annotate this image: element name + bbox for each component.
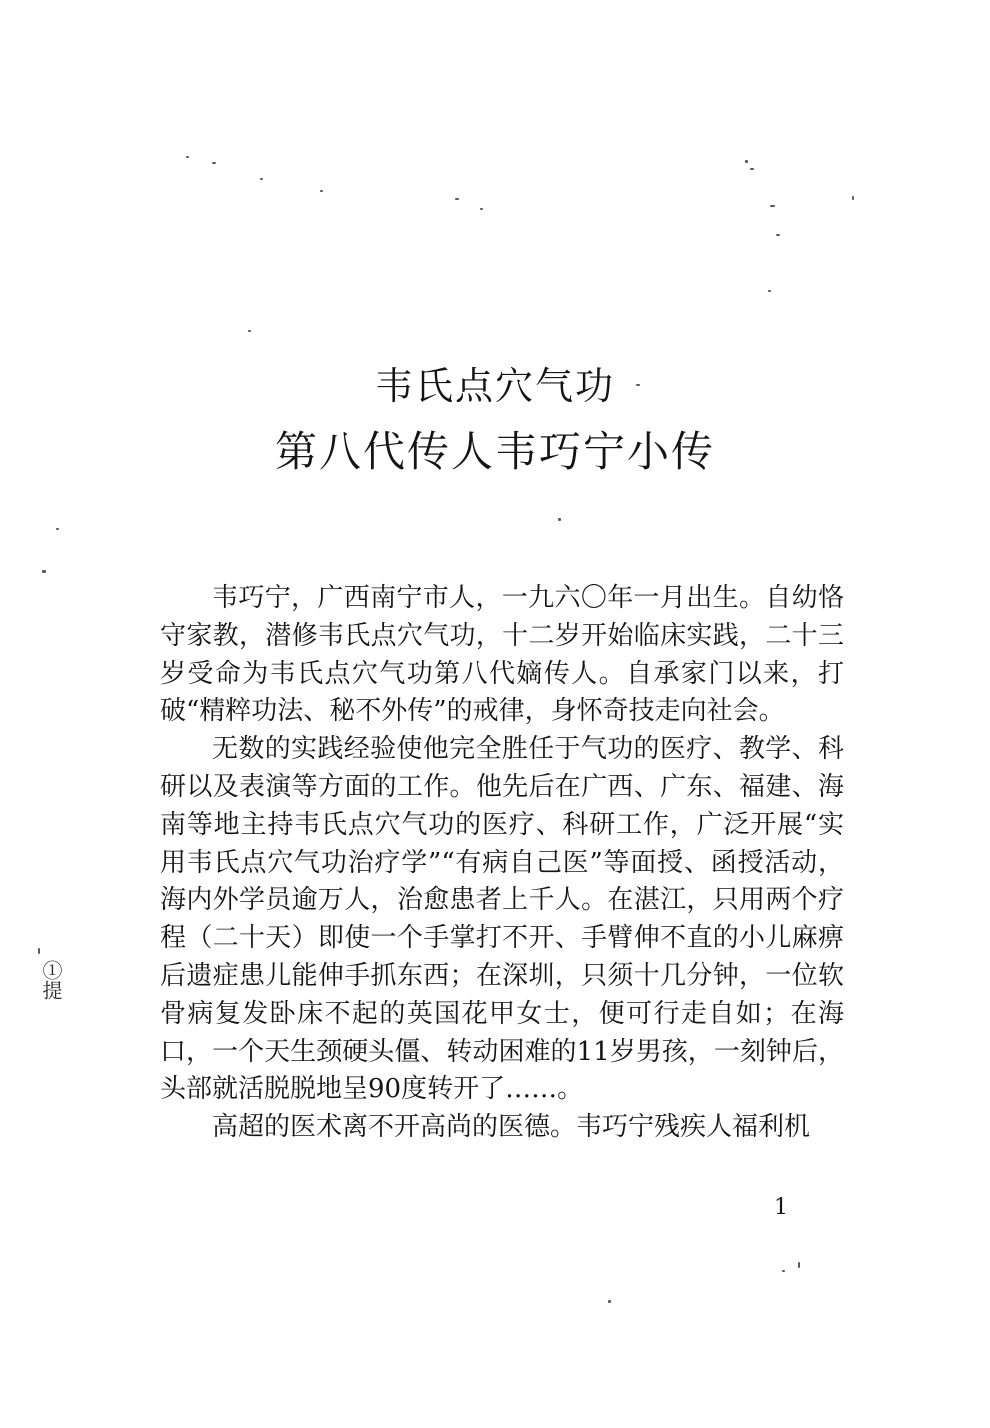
paragraph-2: 无数的实践经验使他完全胜任于气功的医疗、教学、科研以及表演等方面的工作。他先后在广西、广东、福建、海南等地主持韦氏点穴气功的医疗、科研工作，广泛开展“实用韦氏点穴气功治疗学”“有病自己医”等面授、函授活动，海内外学员逾万人，治愈患者上千人。在湛江，只用两个疗程（二十天）即使一个手掌打不开、手臂伸不直的小儿麻痹后遗症患儿能伸手抓东西；在深圳，只须十几分钟，一位软骨病复发卧床不起的英国花甲女士，便可行走自如；在海口，一个天生颈硬头僵、转动困难的11岁男孩，一刻钟后，头部就活脱脱地呈90度转开了……。 — [160, 734, 844, 1105]
paragraph-3: 高超的医术离不开高尚的医德。韦巧宁残疾人福利机 — [212, 1112, 811, 1143]
page-number: 1 — [774, 1195, 788, 1220]
paragraph-1: 韦巧宁，广西南宁市人，一九六〇年一月出生。自幼恪守家教，潜修韦氏点穴气功，十二岁开始临床实践，二十三岁受命为韦氏点穴气功第八代嫡传人。自承家门以来，打破“精粹功法、秘不外传”的戒律，身怀奇技走向社会。 — [160, 583, 844, 727]
margin-annotation: ①提 — [39, 960, 63, 1000]
title-line-2: 第八代传人韦巧宁小传 — [274, 427, 715, 476]
title-line-1: 韦氏点穴气功 — [374, 364, 615, 408]
body-text — [160, 580, 844, 1147]
